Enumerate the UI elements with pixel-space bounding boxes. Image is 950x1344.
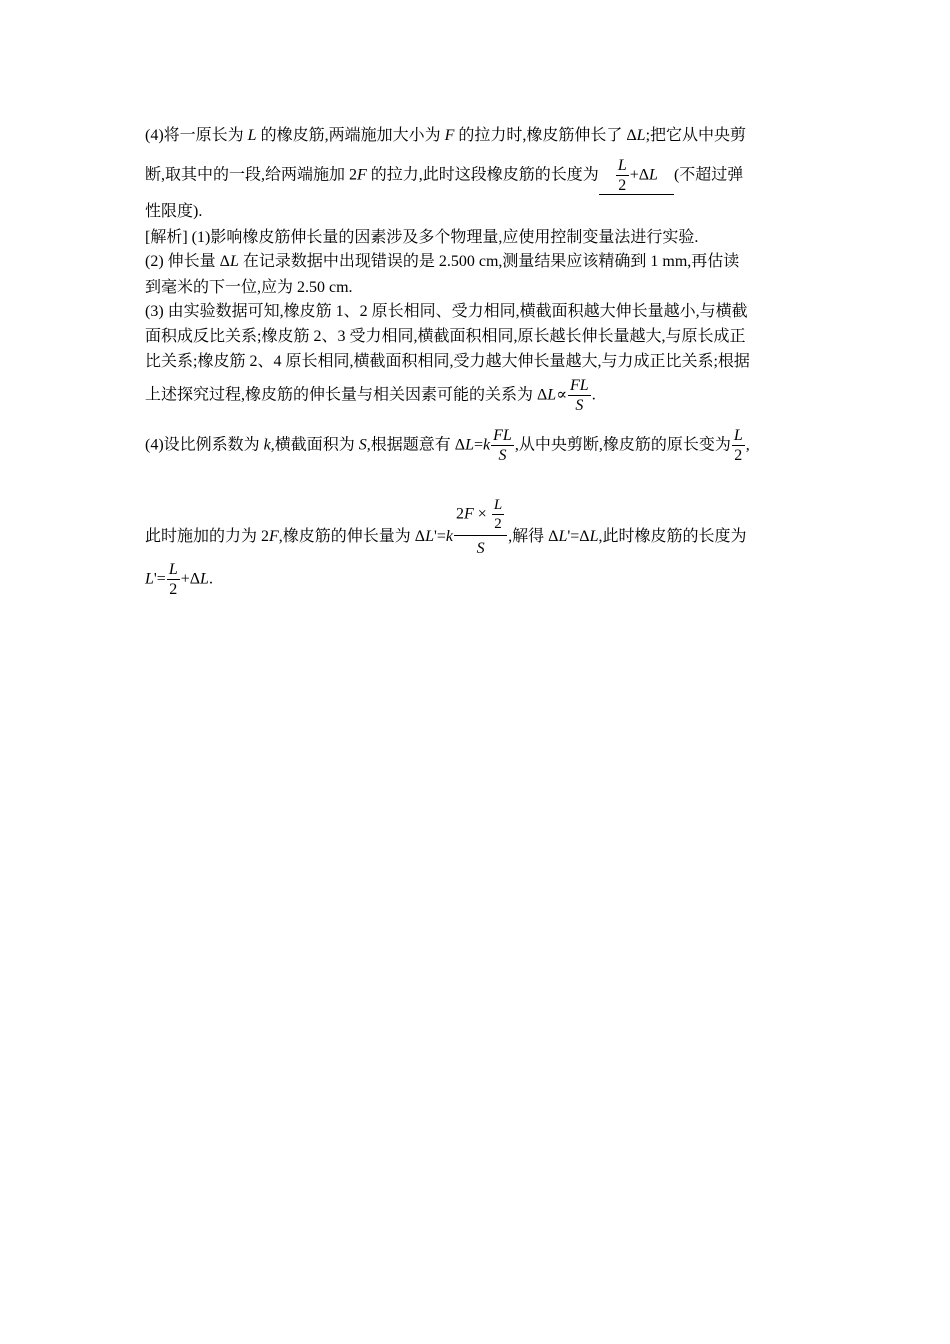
analysis-part-1: [解析] (1)影响橡皮筋伸长量的因素涉及多个物理量,应使用控制变量法进行实验. [145,229,699,246]
var-L: L [547,386,557,404]
fraction-fl-over-s [568,378,591,414]
answer-blank [599,158,674,195]
var-F: F [464,505,474,523]
fraction-denominator: S [575,397,584,414]
fraction-numerator: L [168,561,178,578]
var-L: L [229,253,239,270]
var-F: F [269,528,279,545]
answer-fraction [616,158,629,194]
question-4-line-3: 性限度). [145,203,203,220]
text: ,橡皮筋的伸长量为 Δ [278,528,426,545]
var-k: k [483,436,491,454]
proportional-symbol: ∝ [556,386,568,404]
text: ,从中央剪断,橡皮筋的原长变为 [514,436,731,454]
text: (不超过弹 [673,166,744,184]
text: , [745,436,750,454]
text: ,横截面积为 [270,436,359,454]
var-k: k [445,528,454,545]
fraction-l-over-2 [167,562,180,598]
compound-fraction [454,498,507,557]
var-L: L [558,528,568,545]
var-L: L [200,570,209,588]
var-L: L [465,436,474,454]
text: 的橡皮筋,两端施加大小为 [256,127,445,144]
fraction-denominator: 2 [618,177,627,194]
fraction-numerator: L [617,157,627,174]
analysis-part-3-line-1: (3) 由实验数据可知,橡皮筋 1、2 原长相同、受力相同,横截面积越大伸长量越小,与横截 [145,303,748,320]
text: '=Δ [567,528,590,545]
analysis-part-2-line-2: 到毫米的下一位,应为 2.50 cm. [145,279,353,296]
text: . [591,386,596,404]
times-symbol: × [473,505,491,523]
inner-fraction-l-over-2 [492,498,504,532]
fraction-numerator: FL [493,427,512,444]
fraction-denominator: 2 [494,516,502,532]
fraction-l-over-2 [732,428,745,464]
text: 此时施加的力为 2 [145,528,270,545]
var-L: L [247,127,257,144]
text: (4)设比例系数为 [145,436,264,454]
text: = [474,436,484,454]
text: '= [434,528,446,545]
blank-pad [658,167,674,184]
text: ,根据题意有 Δ [366,436,466,454]
text: ,解得 Δ [508,528,559,545]
var-L: L [425,528,434,545]
var-L: L [145,570,154,588]
fraction-denominator: S [476,540,485,557]
text: (4)将一原长为 [145,127,248,144]
text: +Δ [180,570,201,588]
text: 2 [456,505,465,523]
compound-numerator [454,498,507,536]
text: 断,取其中的一段,给两端施加 2 [145,166,358,184]
text: '= [153,570,166,588]
text: . [208,570,213,588]
var-F: F [444,127,455,144]
var-L: L [649,166,658,184]
text: +Δ [629,166,650,184]
analysis-part-2-line-1 [145,252,739,272]
fraction-denominator: 2 [734,447,743,464]
fraction-numerator: FL [570,377,589,394]
text: ;把它从中央剪 [645,127,747,144]
text: ,此时橡皮筋的长度为 [598,528,747,545]
analysis-part-3-line-3: 比关系;橡皮筋 2、4 原长相同,横截面积相同,受力越大伸长量越大,与力成正比关系;根据 [145,353,750,370]
var-L: L [636,127,646,144]
fraction-numerator: L [493,497,503,513]
question-4-line-2 [145,158,743,195]
text: 在记录数据中出现错误的是 2.500 cm,测量结果应该精确到 1 mm,再估读 [238,253,740,270]
blank-pad [599,167,615,184]
analysis-part-4-line-2 [145,498,747,557]
text: (2) 伸长量 Δ [145,253,230,270]
var-F: F [357,166,367,184]
fraction-denominator: 2 [169,581,178,598]
text: 的拉力时,橡皮筋伸长了 Δ [454,127,637,144]
fraction-denominator: S [498,447,507,464]
var-S: S [358,436,367,454]
fraction-numerator: L [733,427,743,444]
text: 上述探究过程,橡皮筋的伸长量与相关因素可能的关系为 Δ [145,386,548,404]
fraction-fl-over-s [491,428,514,464]
analysis-part-4-line-1 [145,428,750,464]
analysis-part-3-line-4 [145,378,596,414]
var-k: k [263,436,271,454]
var-L: L [589,528,599,545]
analysis-part-4-line-3 [145,562,213,598]
question-4-line-1 [145,126,746,146]
text: 的拉力,此时这段橡皮筋的长度为 [366,166,599,184]
analysis-part-3-line-2: 面积成反比关系;橡皮筋 2、3 受力相同,横截面积相同,原长越长伸长量越大,与原长成正 [145,328,746,345]
